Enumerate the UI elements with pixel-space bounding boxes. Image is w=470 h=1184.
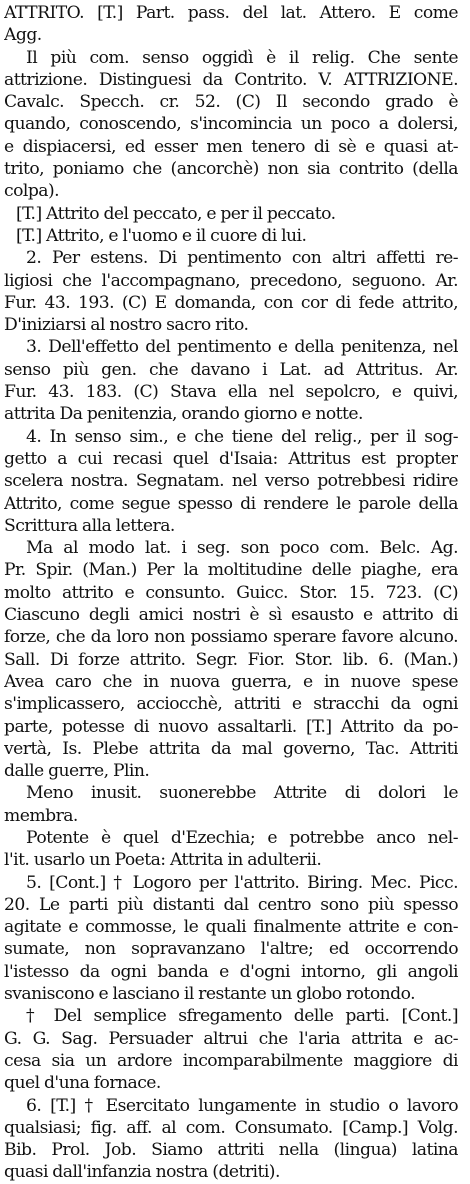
text-line: 4. In senso sim., e che tiene del relig., per il sog- bbox=[26, 426, 458, 447]
text-line: Ma al modo lat. i seg. son poco com. Belc. Ag. bbox=[26, 538, 458, 559]
text-line: † Del semplice sfregamento delle parti. [Cont.] bbox=[26, 1006, 458, 1027]
text-line: 3. Dell'effetto del pentimento e della penitenza, nel bbox=[26, 337, 458, 358]
entry-attrito bbox=[4, 2, 458, 1184]
text-line: quel d'una fornace. bbox=[4, 1073, 161, 1094]
text-line: senso più gen. che davano i Lat. ad Attritus. Ar. bbox=[4, 359, 458, 380]
text-line: Ciascuno degli amici nostri è sì esausto e attrito di bbox=[4, 605, 458, 626]
text-line: Fur. 43. 183. (C) Stava ella nel sepolcro, e quivi, bbox=[4, 382, 458, 403]
text-line: Avea caro che in nuova guerra, e in nuove spese bbox=[4, 671, 458, 692]
text-line: Sall. Di forze attrito. Segr. Fior. Stor. lib. 6. (Man.) bbox=[4, 649, 458, 670]
text-line: svaniscono e lasciano il restante un globo rotondo. bbox=[4, 984, 416, 1005]
text-line: 5. [Cont.] † Logoro per l'attrito. Biring. Mec. Picc. bbox=[26, 872, 458, 893]
text-line: [T.] Attrito, e l'uomo e il cuore di lui. bbox=[16, 225, 307, 246]
text-line: Scrittura alla lettera. bbox=[4, 515, 175, 536]
text-line: Pr. Spir. (Man.) Per la moltitudine delle piaghe, era bbox=[4, 560, 458, 581]
text-line: D'iniziarsi al nostro sacro rito. bbox=[4, 315, 249, 336]
text-line: ATTRITO. [T.] Part. pass. del lat. Attero. E come bbox=[4, 3, 458, 23]
text-line: agitate e commosse, le quali finalmente attrite e con- bbox=[4, 917, 458, 938]
text-line: e dispiacersi, ed esser men tenero di sè e quasi at- bbox=[4, 136, 458, 157]
text-line: Il più com. senso oggidì è il relig. Che sente bbox=[26, 47, 458, 68]
text-line: Bib. Prol. Job. Siamo attriti nella (lingua) latina bbox=[4, 1140, 458, 1161]
text-line: molto attrito e consunto. Guicc. Stor. 15. 723. (C) bbox=[4, 582, 458, 603]
text-line: ligiosi che l'accompagnano, precedono, seguono. Ar. bbox=[4, 270, 458, 291]
text-line: G. G. Sag. Persuader altrui che l'aria attrita e ac- bbox=[4, 1028, 458, 1049]
text-line: l'it. usarlo un Poeta: Attrita in adulterii. bbox=[4, 850, 322, 871]
text-line: Cavalc. Specch. cr. 52. (C) Il secondo grado è bbox=[4, 92, 458, 113]
text-line: Fur. 43. 193. (C) E domanda, con cor di fede attrito, bbox=[4, 292, 458, 313]
text-line: qualsiasi; fig. aff. al com. Consumato. [Camp.] Volg. bbox=[4, 1117, 458, 1138]
text-line: attrita Da penitenzia, orando giorno e notte. bbox=[4, 404, 363, 425]
text-line: cesa sia un ardore incomparabilmente maggiore di bbox=[4, 1050, 458, 1071]
text-line: attrizione. Distinguesi da Contrito. V. ATTRIZIONE. bbox=[4, 69, 458, 90]
text-line: quando, conoscendo, s'incomincia un poco a dolersi, bbox=[4, 114, 458, 135]
text-line: sumate, non sopravanzano l'altre; ed occorrendo bbox=[4, 939, 458, 960]
text-line: parte, potesse di nuovo assaltarli. [T.] Attrito da po- bbox=[4, 716, 458, 737]
text-line: Agg. bbox=[4, 25, 42, 46]
text-line: s'implicassero, acciocchè, attriti e stracchi da ogni bbox=[4, 694, 458, 715]
text-line: Potente è quel d'Ezechia; e potrebbe anco nel- bbox=[26, 827, 458, 848]
text-line: Attrito, come segue spesso di rendere le parole della bbox=[4, 493, 458, 514]
text-line: 2. Per estens. Di pentimento con altri affetti re- bbox=[26, 248, 458, 269]
text-line: quasi dall'infanzia nostra (detriti). bbox=[4, 1162, 280, 1183]
text-line: getto a cui recasi quel d'Isaia: Attritus est propter bbox=[4, 448, 458, 469]
text-line: membra. bbox=[4, 805, 78, 826]
text-line: colpa). bbox=[4, 181, 60, 202]
text-line: 6. [T.] † Esercitato lungamente in studio o lavoro bbox=[26, 1095, 458, 1116]
text-line: Meno inusit. suonerebbe Attrite di dolori le bbox=[26, 783, 458, 804]
text-line: l'istesso da ogni banda e d'ogni intorno, gli angoli bbox=[4, 961, 458, 982]
text-line: dalle guerre, Plin. bbox=[4, 761, 150, 782]
text-line: 20. Le parti più distanti dal centro sono più spesso bbox=[4, 894, 458, 915]
text-line: [T.] Attrito del peccato, e per il peccato. bbox=[16, 203, 336, 224]
text-line: vertà, Is. Plebe attrita da mal governo, Tac. Attriti bbox=[4, 738, 458, 759]
text-line: scelera nostra. Segnatam. nel verso potrebbesi ridire bbox=[4, 471, 458, 492]
text-line: forze, che da loro non possiamo sperare favore alcuno. bbox=[4, 627, 458, 648]
text-line: trito, poniamo che (ancorchè) non sia contrito (della bbox=[4, 159, 458, 180]
